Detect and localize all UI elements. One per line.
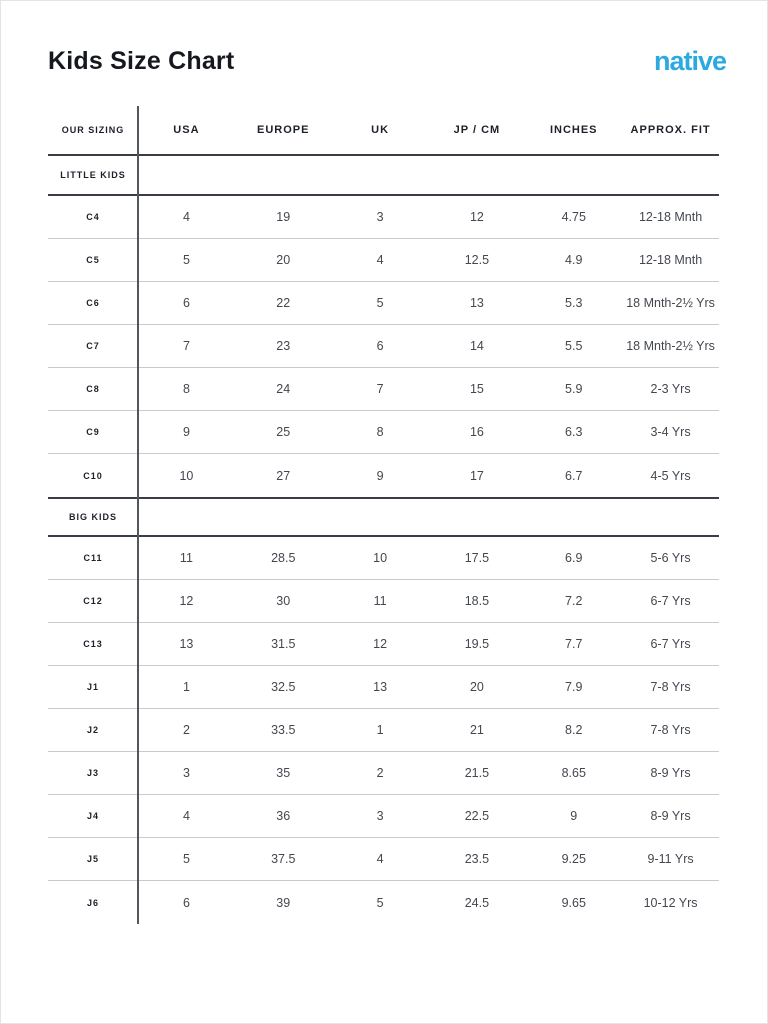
size-label: J4 (86, 811, 99, 821)
page-title: Kids Size Chart (48, 47, 235, 75)
size-value: 12-18 Mnth (638, 253, 703, 267)
size-value: 2-3 Yrs (650, 382, 691, 396)
size-value: 13 (469, 296, 484, 310)
size-value: 8 (182, 382, 190, 396)
size-value: 33.5 (271, 723, 296, 737)
size-value: 37.5 (271, 852, 296, 866)
size-value: 6 (182, 895, 190, 910)
size-value: 4 (376, 253, 384, 267)
size-value: 4 (182, 210, 190, 224)
size-label: C11 (83, 553, 103, 563)
size-value: 5 (376, 296, 384, 310)
size-value: 28.5 (271, 551, 296, 565)
table-header-row (48, 106, 719, 156)
size-value: 27 (276, 468, 291, 483)
size-value: 9 (182, 425, 190, 439)
header-uk: UK (371, 124, 390, 136)
size-label: C10 (83, 470, 103, 481)
size-value: 18.5 (464, 594, 490, 608)
size-label: C13 (83, 639, 103, 649)
size-value: 12-18 Mnth (638, 210, 703, 224)
size-value: 22 (276, 296, 291, 310)
table-row (48, 838, 719, 881)
size-label: C12 (83, 596, 103, 606)
header-usa: USA (173, 124, 200, 136)
size-value: 36 (276, 809, 291, 823)
size-label: J6 (86, 897, 99, 908)
size-value: 7-8 Yrs (650, 723, 691, 737)
size-value: 18 Mnth-2½ Yrs (626, 296, 715, 310)
size-value: 24 (276, 382, 291, 396)
size-value: 6 (376, 339, 384, 353)
size-value: 7.9 (565, 680, 583, 694)
size-value: 5.9 (565, 382, 583, 396)
table-row (48, 623, 719, 666)
size-value: 4-5 Yrs (650, 468, 691, 483)
size-value: 4.9 (565, 253, 583, 267)
size-value: 7 (376, 382, 384, 396)
header-inches: INCHES (549, 124, 598, 136)
size-value: 35 (276, 766, 291, 780)
size-value: 6-7 Yrs (650, 637, 691, 651)
size-value: 9.65 (561, 895, 586, 910)
column-divider (137, 106, 139, 924)
page-header (48, 47, 726, 76)
size-value: 6 (182, 296, 190, 310)
size-label: C5 (86, 255, 100, 265)
size-chart-table (48, 106, 719, 924)
size-label: J1 (86, 682, 99, 692)
size-label: C4 (86, 212, 100, 222)
size-value: 6.9 (565, 551, 583, 565)
size-value: 15 (469, 382, 484, 396)
size-value: 5.3 (565, 296, 583, 310)
size-value: 8 (376, 425, 384, 439)
native-logo: native (653, 46, 726, 76)
size-value: 7.2 (565, 594, 583, 608)
size-value: 5 (182, 253, 190, 267)
size-value: 32.5 (271, 680, 296, 694)
size-label: C6 (86, 298, 100, 308)
size-value: 1 (182, 680, 190, 694)
size-value: 13 (373, 680, 388, 694)
size-value: 21 (469, 723, 484, 737)
size-value: 9 (376, 468, 384, 483)
size-value: 8.65 (561, 766, 586, 780)
header-europe: EUROPE (257, 124, 310, 136)
table-row (48, 411, 719, 454)
table-body (48, 156, 719, 924)
size-value: 12 (373, 637, 388, 651)
size-value: 17 (469, 468, 484, 483)
table-row (48, 666, 719, 709)
size-value: 12 (469, 210, 484, 224)
size-label: C9 (86, 427, 100, 437)
size-value: 10 (373, 551, 388, 565)
size-value: 3-4 Yrs (650, 425, 691, 439)
table-row (48, 325, 719, 368)
size-value: 12 (179, 594, 194, 608)
size-value: 20 (276, 253, 291, 267)
size-value: 7 (182, 339, 190, 353)
size-value: 5 (376, 895, 384, 910)
table-row (48, 196, 719, 239)
section-label: BIG KIDS (68, 512, 117, 522)
size-value: 25 (276, 425, 291, 439)
size-value: 10 (179, 468, 194, 483)
size-value: 10-12 Yrs (643, 895, 698, 910)
size-value: 6-7 Yrs (650, 594, 691, 608)
table-row (48, 368, 719, 411)
size-value: 9.25 (561, 852, 586, 866)
size-value: 31.5 (271, 637, 296, 651)
header-approx-fit: APPROX. FIT (630, 124, 711, 136)
size-value: 1 (376, 723, 384, 737)
size-value: 19.5 (464, 637, 490, 651)
size-value: 7.7 (565, 637, 583, 651)
size-value: 3 (376, 210, 384, 224)
size-value: 3 (376, 809, 384, 823)
size-value: 22.5 (464, 809, 490, 823)
header-jp-cm: JP / CM (453, 124, 501, 136)
size-value: 8.2 (565, 723, 583, 737)
table-row (48, 537, 719, 580)
size-value: 11 (373, 594, 387, 608)
size-value: 5 (182, 852, 190, 866)
size-value: 19 (276, 210, 291, 224)
size-value: 39 (276, 895, 291, 910)
table-row (48, 752, 719, 795)
table-row (48, 795, 719, 838)
size-label: C7 (86, 341, 100, 351)
size-value: 5.5 (565, 339, 583, 353)
size-value: 6.3 (565, 425, 583, 439)
size-value: 24.5 (464, 895, 490, 910)
size-value: 13 (179, 637, 194, 651)
size-value: 20 (469, 680, 484, 694)
size-label: J3 (86, 768, 99, 778)
section-row-little-kids (48, 156, 719, 196)
size-value: 8-9 Yrs (650, 766, 691, 780)
table-row (48, 454, 719, 497)
size-value: 23.5 (464, 852, 490, 866)
size-value: 6.7 (565, 468, 583, 483)
size-value: 4.75 (561, 210, 586, 224)
size-value: 17.5 (464, 551, 490, 565)
size-value: 9 (570, 809, 578, 823)
size-value: 14 (469, 339, 484, 353)
size-value: 3 (182, 766, 190, 780)
size-value: 2 (182, 723, 190, 737)
size-value: 9-11 Yrs (647, 852, 694, 866)
table-row (48, 239, 719, 282)
header-our-sizing: OUR SIZING (61, 125, 125, 135)
table-row (48, 881, 719, 924)
table-row (48, 709, 719, 752)
size-value: 18 Mnth-2½ Yrs (626, 339, 715, 353)
table-row (48, 282, 719, 325)
size-value: 4 (376, 852, 384, 866)
size-value: 16 (469, 425, 484, 439)
size-value: 30 (276, 594, 291, 608)
size-value: 2 (376, 766, 384, 780)
size-label: C8 (86, 384, 100, 394)
section-label: LITTLE KIDS (60, 170, 126, 180)
size-value: 21.5 (464, 766, 490, 780)
section-row-big-kids (48, 497, 719, 537)
size-label: J5 (86, 854, 99, 864)
size-value: 7-8 Yrs (650, 680, 691, 694)
size-value: 23 (276, 339, 291, 353)
size-value: 11 (179, 551, 193, 565)
size-value: 4 (182, 809, 190, 823)
size-value: 5-6 Yrs (650, 551, 691, 565)
size-value: 12.5 (464, 253, 490, 267)
size-value: 8-9 Yrs (650, 809, 691, 823)
size-label: J2 (86, 725, 99, 735)
table-row (48, 580, 719, 623)
